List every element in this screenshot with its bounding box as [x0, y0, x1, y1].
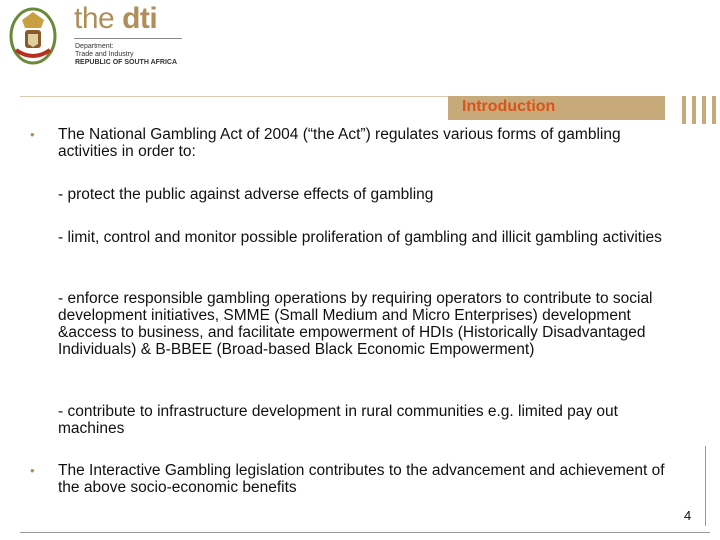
list-item-3: - enforce responsible gambling operations by requiring operators to contribute to social development initiatives, SMME (Small Medium and Micro Enterprises) development &access to business, and facilitate empowerment of HDIs (Historically Disadvantaged Individuals) & B-BBEE (Broad-based Black Economic Empowerment) [58, 290, 653, 358]
logo-divider [74, 38, 182, 39]
footer-rule [20, 532, 710, 533]
department-line-2: Trade and Industry [75, 51, 134, 58]
list-item-4: - contribute to infrastructure development in rural communities e.g. limited pay out machines [58, 403, 618, 437]
department-line-1: Department: [75, 43, 114, 50]
page-number: 4 [684, 508, 692, 523]
bullet-marker: • [30, 463, 35, 478]
bullet-text-1: The National Gambling Act of 2004 (“the Act”) regulates various forms of gambling activities in order to: [58, 126, 621, 160]
coat-of-arms-logo [8, 6, 58, 68]
bullet-text-2: The Interactive Gambling legislation contributes to the advancement and achievement of the above socio-economic benefits [58, 462, 665, 496]
department-line-3: REPUBLIC OF SOUTH AFRICA [75, 59, 178, 66]
decorative-stripes [680, 96, 720, 126]
dti-wordmark: the dti [74, 2, 158, 35]
bullet-marker: • [30, 127, 35, 142]
footer-side-rule [705, 446, 706, 526]
list-item-2: - limit, control and monitor possible proliferation of gambling and illicit gambling activities [58, 229, 662, 246]
department-label [75, 43, 177, 67]
list-item-1: - protect the public against adverse effects of gambling [58, 186, 434, 203]
slide-title: Introduction [462, 98, 556, 115]
